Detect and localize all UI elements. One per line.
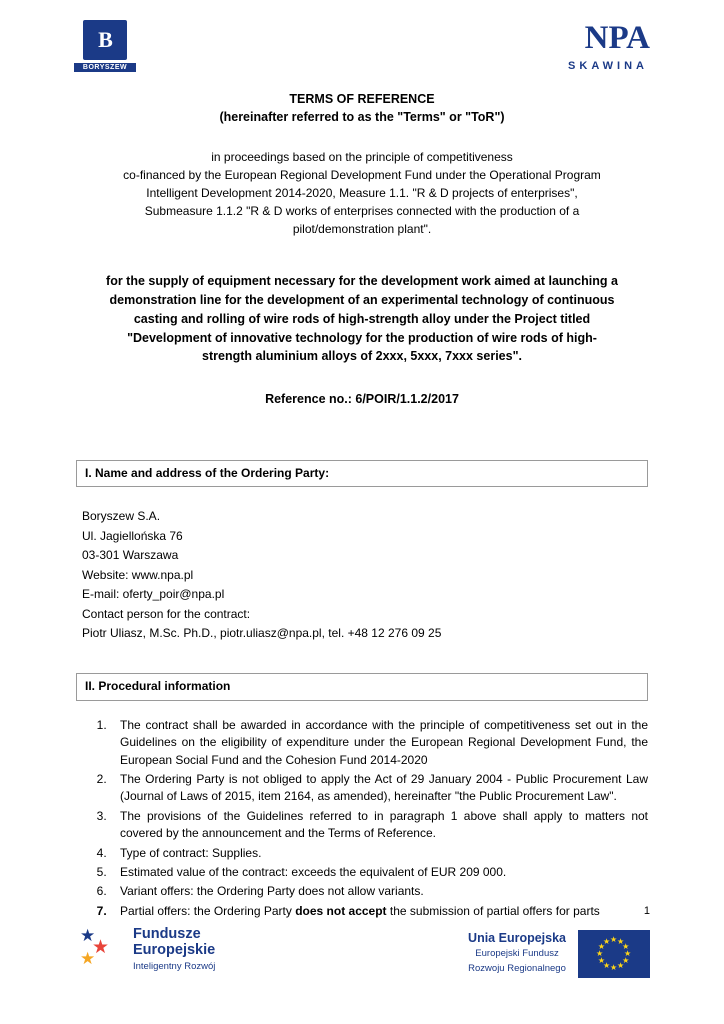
ordering-party-address <box>76 507 648 643</box>
european-union-logo <box>468 930 650 978</box>
title-line-2: (hereinafter referred to as the "Terms" or "ToR") <box>219 110 505 125</box>
intro-line-3: Intelligent Development 2014-2020, Measure 1.1. "R & D projects of enterprises", <box>146 186 578 201</box>
subject-line-4: "Development of innovative technology for the production of wire rods of high- <box>127 330 597 345</box>
eu-title: Unia Europejska <box>468 931 566 945</box>
page-number: 1 <box>643 905 650 917</box>
list-item: 2. The Ordering Party is not obliged to apply the Act of 29 January 2004 - Public Procurement Law (Journal of Laws of 2015, item 2164, as amended), hereinafter "the Public Procurement Law". <box>110 771 648 806</box>
page-header <box>0 0 724 76</box>
list-item: 1. The contract shall be awarded in accordance with the principle of competitiveness set out in the Guidelines on the eligibility of expenditure under the European Regional Development Fund, the European Social Fund and the Cohesion Fund 2014-2020 <box>110 717 648 769</box>
company-name: Boryszew S.A. <box>82 509 161 524</box>
document-title <box>76 90 648 126</box>
document-content <box>0 90 724 920</box>
intro-line-2: co-financed by the European Regional Development Fund under the Operational Program <box>123 168 601 183</box>
email-line: E-mail: oferty_poir@npa.pl <box>82 587 225 602</box>
subject-line-2: demonstration line for the development of an experimental technology of continuous <box>109 293 615 307</box>
list-item: 4. Type of contract: Supplies. <box>110 845 648 862</box>
funduszy-europejskie-logo <box>78 926 215 972</box>
procedural-information-list <box>76 717 648 920</box>
eu-flag-icon: ★ ★ ★ ★ ★ ★ ★ ★ ★ ★ ★ ★ <box>578 930 650 978</box>
item7-text-part1: Partial offers: the Ordering Party <box>120 903 296 918</box>
item7-text-part2: the submission of partial offers for parts <box>386 903 600 918</box>
subject-line-5: strength aluminium alloys of 2xxx, 5xxx, 7xxx series". <box>202 349 522 364</box>
title-line-1: TERMS OF REFERENCE <box>289 92 435 106</box>
list-item: 5. Estimated value of the contract: exceeds the equivalent of EUR 209 000. <box>110 864 648 881</box>
npa-subtitle: SKAWINA <box>568 60 648 72</box>
boryszew-wordmark: BORYSZEW <box>74 63 136 72</box>
contract-subject <box>76 272 648 366</box>
boryszew-logo <box>74 20 136 72</box>
contact-label: Contact person for the contract: <box>82 606 251 621</box>
list-item: 3. The provisions of the Guidelines referred to in paragraph 1 above shall apply to matters not covered by the announcement and the Terms of Reference. <box>110 808 648 843</box>
npa-wordmark: NPA <box>584 20 650 56</box>
boryszew-mark-icon: B <box>83 20 127 60</box>
contact-person: Piotr Uliasz, M.Sc. Ph.D., piotr.uliasz@npa.pl, tel. +48 12 276 09 25 <box>82 626 442 641</box>
intro-line-4: Submeasure 1.1.2 "R & D works of enterprises connected with the production of a <box>144 204 580 219</box>
reference-number: Reference no.: 6/POIR/1.1.2/2017 <box>265 392 459 406</box>
eu-sub-line-1: Europejski Fundusz <box>475 948 559 959</box>
section-heading-2: II. Procedural information <box>76 673 648 700</box>
funds-line-3: Inteligentny Rozwój <box>133 961 216 973</box>
list-item-partial-offers <box>110 903 648 920</box>
subject-line-3: casting and rolling of wire rods of high-strength alloy under the Project titled <box>133 311 591 326</box>
npa-logo <box>568 22 650 72</box>
street-address: Ul. Jagiellońska 76 <box>82 528 183 543</box>
eu-sub-line-2: Rozwoju Regionalnego <box>468 962 566 974</box>
three-stars-icon: ★ ★ ★ <box>80 926 110 969</box>
funds-line-1: Fundusze <box>133 926 201 942</box>
list-item: 6. Variant offers: the Ordering Party does not allow variants. <box>110 883 648 900</box>
page-footer <box>0 926 724 996</box>
intro-line-1: in proceedings based on the principle of competitiveness <box>211 150 513 165</box>
city-address: 03-301 Warszawa <box>82 548 179 563</box>
website-line: Website: www.npa.pl <box>82 567 194 582</box>
subject-line-1: for the supply of equipment necessary for the development work aimed at launching a <box>106 274 618 289</box>
funds-line-2: Europejskie <box>133 942 216 959</box>
section-heading-1: I. Name and address of the Ordering Party: <box>76 460 648 487</box>
intro-line-5: pilot/demonstration plant". <box>292 222 432 237</box>
intro-paragraph <box>76 148 648 238</box>
item7-emphasis: does not accept <box>295 903 387 918</box>
